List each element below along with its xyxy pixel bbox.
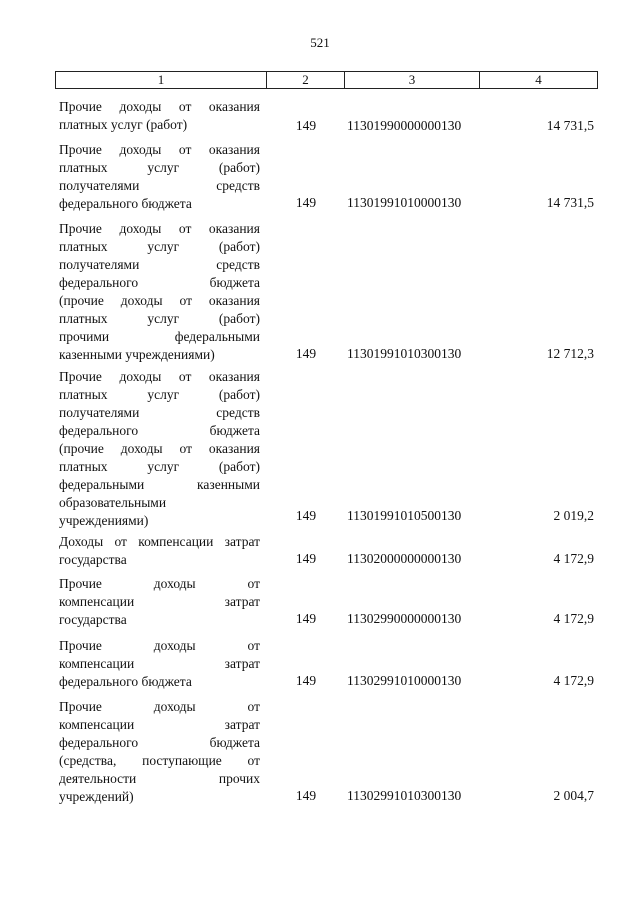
row-name-line: государства	[59, 552, 127, 567]
row-name-line: Прочие доходы от	[59, 576, 260, 591]
row-name	[59, 141, 260, 213]
header-col-3: 3	[345, 72, 480, 88]
row-name-line: Прочие доходы от оказания	[59, 99, 260, 114]
row-kbk: 11301991010000130	[347, 195, 462, 210]
row-name-line: (прочие доходы от оказания	[59, 441, 260, 456]
table-header	[55, 71, 598, 89]
row-name-line: казенными учреждениями)	[59, 347, 215, 362]
row-name-line: получателями средств	[59, 405, 260, 420]
row-name-line: государства	[59, 612, 127, 627]
row-amount: 12 712,3	[546, 346, 594, 361]
row-name-line: Прочие доходы от оказания	[59, 142, 260, 157]
row-kbk: 11301991010300130	[347, 346, 462, 361]
row-name	[59, 98, 260, 134]
row-name	[59, 533, 260, 569]
row-name-line: компенсации затрат	[59, 717, 260, 732]
row-code: 149	[295, 673, 317, 688]
row-name	[59, 698, 260, 806]
row-amount: 4 172,9	[553, 673, 594, 688]
row-name-line: платных услуг (работ)	[59, 387, 260, 402]
row-name-line: платных услуг (работ)	[59, 239, 260, 254]
row-code: 149	[295, 118, 317, 133]
row-name-line: платных услуг (работ)	[59, 311, 260, 326]
row-name-line: прочими федеральными	[59, 329, 260, 344]
row-name-line: федеральными казенными	[59, 477, 260, 492]
row-name-line: Доходы от компенсации затрат	[59, 534, 260, 549]
row-name-line: федерального бюджета	[59, 275, 260, 290]
header-col-1: 1	[56, 72, 267, 88]
row-name-line: учреждений)	[59, 789, 134, 804]
row-kbk: 11302991010000130	[347, 673, 462, 688]
row-amount: 14 731,5	[546, 195, 594, 210]
row-name-line: платных услуг (работ)	[59, 459, 260, 474]
header-col-4: 4	[535, 72, 542, 87]
row-name-line: федерального бюджета	[59, 735, 260, 750]
row-name-line: платных услуг (работ)	[59, 160, 260, 175]
row-code: 149	[295, 788, 317, 803]
row-code: 149	[295, 508, 317, 523]
row-name-line: получателями средств	[59, 178, 260, 193]
row-kbk: 11302991010300130	[347, 788, 462, 803]
row-code: 149	[295, 346, 317, 361]
row-amount: 2 004,7	[553, 788, 594, 803]
row-name	[59, 637, 260, 691]
row-name-line: (прочие доходы от оказания	[59, 293, 260, 308]
row-name-line: Прочие доходы от оказания	[59, 221, 260, 236]
row-code: 149	[295, 195, 317, 210]
header-col-2: 2	[267, 72, 345, 88]
row-name-line: федерального бюджета	[59, 196, 192, 211]
row-amount: 14 731,5	[546, 118, 594, 133]
row-name-line: образовательными	[59, 495, 167, 510]
row-kbk: 11302990000000130	[347, 611, 462, 626]
row-code: 149	[295, 551, 317, 566]
row-name-line: Прочие доходы от	[59, 699, 260, 714]
row-name-line: получателями средств	[59, 257, 260, 272]
row-name-line: деятельности прочих	[59, 771, 260, 786]
row-name-line: (средства, поступающие от	[59, 753, 260, 768]
row-name	[59, 368, 260, 530]
row-kbk: 11302000000000130	[347, 551, 462, 566]
row-name-line: платных услуг (работ)	[59, 117, 188, 132]
row-amount: 4 172,9	[553, 551, 594, 566]
row-amount: 4 172,9	[553, 611, 594, 626]
row-name-line: Прочие доходы от оказания	[59, 369, 260, 384]
row-name-line: учреждениями)	[59, 513, 149, 528]
row-name	[59, 575, 260, 629]
row-name-line: федерального бюджета	[59, 423, 260, 438]
row-name-line: Прочие доходы от	[59, 638, 260, 653]
row-amount: 2 019,2	[553, 508, 594, 523]
row-name	[59, 220, 260, 364]
row-kbk: 11301990000000130	[347, 118, 462, 133]
row-kbk: 11301991010500130	[347, 508, 462, 523]
row-name-line: компенсации затрат	[59, 656, 260, 671]
row-code: 149	[295, 611, 317, 626]
row-name-line: федерального бюджета	[59, 674, 192, 689]
page-number: 521	[310, 35, 330, 50]
row-name-line: компенсации затрат	[59, 594, 260, 609]
